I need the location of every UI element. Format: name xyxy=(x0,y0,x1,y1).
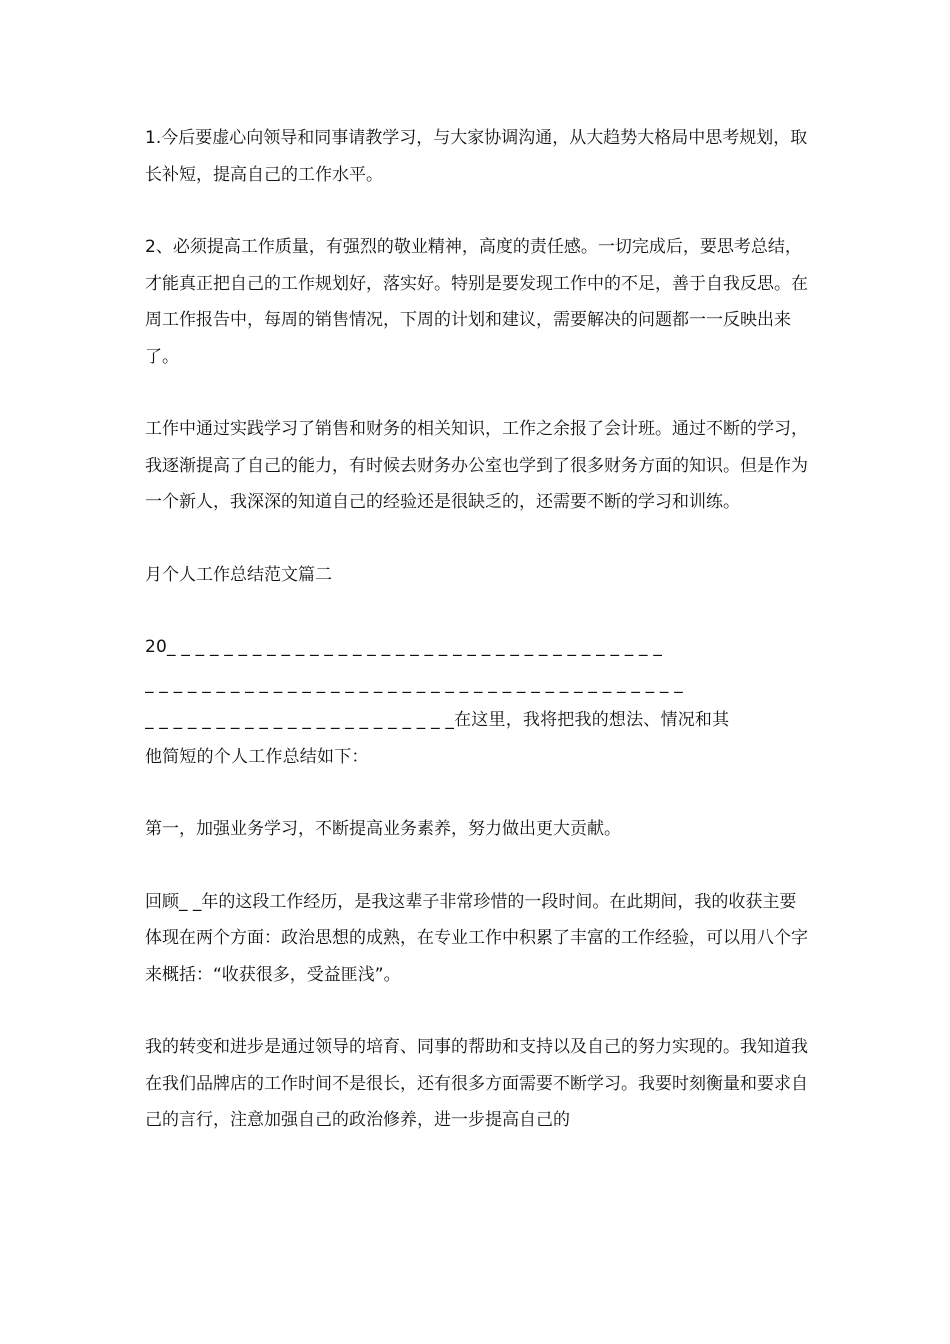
paragraph-1: 1.今后要虚心向领导和同事请教学习，与大家协调沟通，从大趋势大格局中思考规划，取长补短，提高自己的工作水平。 xyxy=(145,128,808,185)
intro-line-3-dashes: _ _ _ _ _ _ _ _ _ _ _ _ _ _ _ _ _ _ _ _ _ _ xyxy=(145,710,455,730)
intro-line-3-text: 在这里，我将把我的想法、情况和其 xyxy=(454,710,730,730)
paragraph-2: 2、必须提高工作质量，有强烈的敬业精神，高度的责任感。一切完成后，要思考总结，才能真正把自己的工作规划好，落实好。特别是要发现工作中的不足，善于自我反思。在周工作报告中，每周的销售情况，下周的计划和建议，需要解决的问题都一一反映出来了。 xyxy=(145,237,808,367)
intro-line-1: 20_ _ _ _ _ _ _ _ _ _ _ _ _ _ _ _ _ _ _ _ _ _ _ _ _ _ _ _ _ _ _ _ _ _ _ xyxy=(145,637,663,657)
intro-line-4: 他简短的个人工作总结如下： xyxy=(145,746,369,767)
intro-line-3 xyxy=(145,702,810,739)
paragraph-6: 我的转变和进步是通过领导的培育、同事的帮助和支持以及自己的努力实现的。我知道我在我们品牌店的工作时间不是很长，还有很多方面需要不断学习。我要时刻衡量和要求自己的言行，注意加强自己的政治修养，进一步提高自己的 xyxy=(145,1037,808,1130)
paragraph-3: 工作中通过实践学习了销售和财务的相关知识，工作之余报了会计班。通过不断的学习，我逐渐提高了自己的能力，有时候去财务办公室也学到了很多财务方面的知识。但是作为一个新人，我深深的知道自己的经验还是很缺乏的，还需要不断的学习和训练。 xyxy=(145,419,808,512)
document-body xyxy=(145,120,810,1175)
section-heading: 月个人工作总结范文篇二 xyxy=(145,564,332,585)
paragraph-5: 回顾_ _年的这段工作经历，是我这辈子非常珍惜的一段时间。在此期间，我的收获主要体现在两个方面：政治思想的成熟，在专业工作中积累了丰富的工作经验，可以用八个字来概括：“收获很多，受益匪浅”。 xyxy=(145,891,808,985)
intro-paragraph xyxy=(145,629,810,775)
intro-line-2: _ _ _ _ _ _ _ _ _ _ _ _ _ _ _ _ _ _ _ _ _ _ _ _ _ _ _ _ _ _ _ _ _ _ _ _ _ _ xyxy=(145,673,683,694)
paragraph-4: 第一，加强业务学习，不断提高业务素养，努力做出更大贡献。 xyxy=(145,819,621,839)
